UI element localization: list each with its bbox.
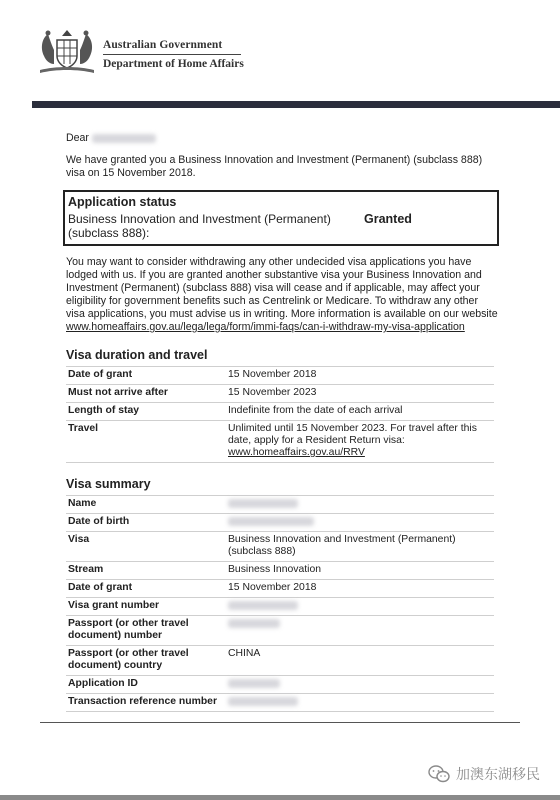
status-product: Business Innovation and Investment (Permanent) (subclass 888):: [68, 212, 331, 240]
greeting-text: Dear: [66, 132, 89, 144]
row-label: Passport (or other travel document) number: [66, 616, 226, 646]
redacted-value: [228, 619, 280, 628]
travel-text: Unlimited until 15 November 2023. For travel after this date, apply for a Resident Return visa:: [228, 423, 477, 446]
row-value: [226, 694, 494, 712]
footer-divider: [40, 722, 520, 723]
table-row: [66, 367, 494, 385]
watermark-text: 加澳东湖移民: [456, 767, 540, 783]
application-status-box: [63, 190, 499, 246]
letterhead-divider: [103, 54, 241, 55]
row-value: 15 November 2018: [226, 580, 494, 598]
wechat-icon: [428, 765, 450, 783]
withdraw-text: You may want to consider withdrawing any other undecided visa applications you have lodged with us. If you are granted another substantive visa your Business Innovation and Investment (Permanent) (subclass 888) visa will cease and if applicable, may affect your eligibility for government benefits such as Centrelink or Medicare. To withdraw any other visa applications, you must advise us in writing. More information is available on our website: [66, 256, 498, 320]
row-label: Must not arrive after: [66, 385, 226, 403]
withdraw-link[interactable]: www.homeaffairs.gov.au/lega/lega/form/immi-faqs/can-i-withdraw-my-visa-application: [66, 321, 465, 333]
row-value: CHINA: [226, 646, 494, 676]
summary-heading: Visa summary: [66, 477, 151, 491]
row-value: 15 November 2023: [226, 385, 494, 403]
duration-table: [66, 366, 494, 463]
row-label: Length of stay: [66, 403, 226, 421]
table-row: [66, 694, 494, 712]
table-row: [66, 646, 494, 676]
watermark: [428, 764, 540, 784]
row-value: [226, 496, 494, 514]
row-label: Date of grant: [66, 367, 226, 385]
row-value: Business Innovation: [226, 562, 494, 580]
footer-band: [0, 795, 560, 800]
agency-name: [103, 39, 253, 70]
row-label: Visa grant number: [66, 598, 226, 616]
row-value: [226, 676, 494, 694]
grant-intro: We have granted you a Business Innovation and Investment (Permanent) (subclass 888) visa on 15 November 2018.: [66, 154, 483, 179]
row-value: [226, 598, 494, 616]
greeting: [66, 132, 498, 145]
redacted-value: [228, 697, 298, 706]
table-row: [66, 514, 494, 532]
letter-body: [66, 122, 498, 712]
table-row: [66, 385, 494, 403]
row-label: Visa: [66, 532, 226, 562]
row-value: [226, 616, 494, 646]
row-label: Passport (or other travel document) country: [66, 646, 226, 676]
status-heading: Application status: [68, 195, 177, 209]
row-label: Travel: [66, 421, 226, 463]
coat-of-arms-icon: [36, 26, 98, 76]
row-value: 15 November 2018: [226, 367, 494, 385]
row-label: Transaction reference number: [66, 694, 226, 712]
row-label: Stream: [66, 562, 226, 580]
redacted-value: [228, 517, 314, 526]
duration-heading: Visa duration and travel: [66, 348, 208, 362]
table-row: [66, 496, 494, 514]
row-label: Date of grant: [66, 580, 226, 598]
table-row: [66, 532, 494, 562]
row-value: [226, 421, 494, 463]
table-row: [66, 562, 494, 580]
header-band: [32, 101, 560, 108]
summary-table: [66, 495, 494, 712]
department-name: Department of Home Affairs: [103, 58, 244, 70]
table-row: [66, 580, 494, 598]
row-value: Indefinite from the date of each arrival: [226, 403, 494, 421]
row-label: Application ID: [66, 676, 226, 694]
status-row: [68, 212, 494, 240]
row-label: Date of birth: [66, 514, 226, 532]
status-value: Granted: [364, 212, 412, 226]
table-row: [66, 403, 494, 421]
government-name: Australian Government: [103, 39, 223, 51]
row-label: Name: [66, 496, 226, 514]
redacted-value: [228, 679, 280, 688]
table-row: [66, 598, 494, 616]
table-row: [66, 616, 494, 646]
redacted-name: [92, 134, 156, 143]
row-value: Business Innovation and Investment (Permanent) (subclass 888): [226, 532, 494, 562]
withdraw-paragraph: [66, 256, 498, 334]
row-value: [226, 514, 494, 532]
redacted-value: [228, 499, 298, 508]
redacted-value: [228, 601, 298, 610]
rrv-link[interactable]: www.homeaffairs.gov.au/RRV: [228, 447, 365, 458]
table-row: [66, 676, 494, 694]
table-row: [66, 421, 494, 463]
